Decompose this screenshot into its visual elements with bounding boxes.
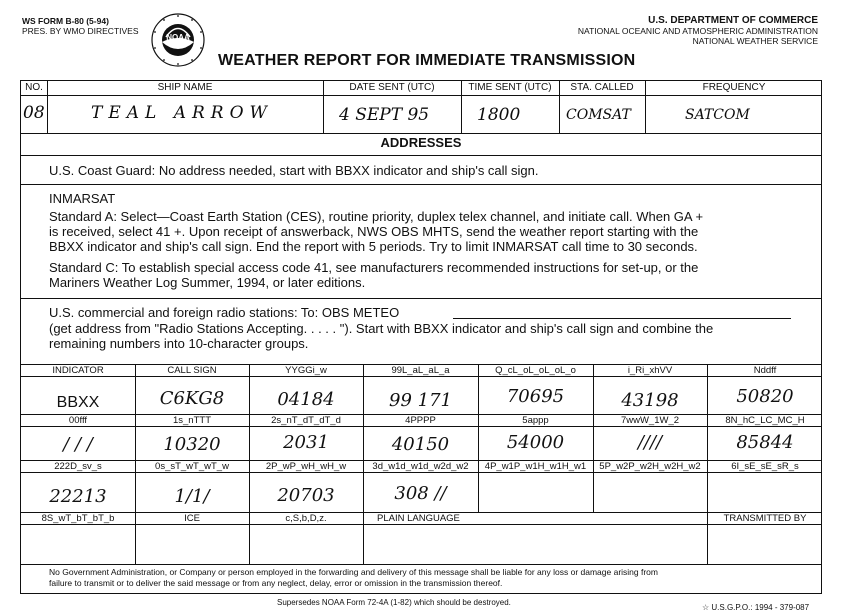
- wmo-directive: PRES. BY WMO DIRECTIVES: [22, 26, 139, 36]
- standard-c-line-2: Mariners Weather Log Summer, 1994, or later editions.: [49, 275, 366, 290]
- hdr-ice: ICE: [184, 513, 200, 524]
- hdr-plain-language: PLAIN LANGUAGE: [377, 513, 460, 524]
- hdr-2pwhw: 2P_wP_wH_wH_w: [265, 461, 347, 472]
- hdr-8nhclcmch: 8N_hC_LC_MC_H: [725, 415, 805, 426]
- hdr-4pppp: 4PPPP: [405, 415, 436, 426]
- ship-name[interactable]: TEAL ARROW: [91, 103, 274, 123]
- val-nddff[interactable]: 50820: [736, 386, 794, 407]
- col-ship-name-header: SHIP NAME: [157, 82, 213, 93]
- hdr-2sdew: 2s_nT_dT_dT_d: [271, 415, 341, 426]
- col-no-header: NO.: [25, 82, 43, 93]
- report-number[interactable]: 08: [23, 103, 45, 123]
- hdr-transmitted-by: TRANSMITTED BY: [723, 513, 807, 524]
- date-sent[interactable]: 4 SEPT 95: [339, 105, 430, 125]
- addresses-heading: ADDRESSES: [380, 135, 462, 150]
- val-call-sign[interactable]: C6KG8: [159, 388, 225, 409]
- report-form: [20, 80, 822, 594]
- val-0sstw[interactable]: 1/1/: [174, 486, 210, 507]
- time-sent[interactable]: 1800: [477, 105, 521, 125]
- standard-a-line-1: Standard A: Select—Coast Earth Station (CES), routine priority, duplex telex channel, and initiate call. When GA +: [49, 209, 704, 224]
- col-date-header: DATE SENT (UTC): [349, 82, 435, 93]
- gpo-note: ☆ U.S.G.P.O.: 1994 - 379-087: [702, 603, 810, 612]
- val-3dwdw[interactable]: 308 //: [394, 483, 447, 504]
- nws-name: NATIONAL WEATHER SERVICE: [692, 36, 818, 46]
- hdr-irixhvv: i_Ri_xhVV: [627, 365, 673, 376]
- hdr-8swtb: 8S_wT_bT_bT_b: [41, 513, 115, 524]
- hdr-0sstw: 0s_sT_wT_wT_w: [155, 461, 229, 472]
- noaa-logo: [150, 12, 206, 68]
- disclaimer-line-1: No Government Administration, or Company or person employed in the forwarding and delivery of this message shall be liable for any loss or damage arising from: [49, 567, 658, 577]
- val-5appp[interactable]: 54000: [506, 432, 565, 453]
- hdr-yyggiw: YYGGi_w: [285, 365, 327, 376]
- disclaimer-line-2: failure to transmit or to deliver the said message or from any neglect, delay, error or omission in the transmission thereof.: [49, 578, 503, 588]
- inmarsat-title: INMARSAT: [49, 191, 116, 206]
- dept-name: U.S. DEPARTMENT OF COMMERCE: [648, 15, 818, 26]
- val-8nhclcmch[interactable]: 85844: [736, 432, 794, 453]
- station-called[interactable]: COMSAT: [566, 107, 631, 123]
- radio-line-3: remaining numbers into 10-character groups.: [49, 336, 309, 351]
- agency-block: [578, 16, 818, 46]
- hdr-indicator: INDICATOR: [52, 365, 104, 376]
- val-99lat[interactable]: 99 171: [389, 390, 452, 411]
- form-id-block: [22, 16, 139, 36]
- val-4pppp[interactable]: 40150: [391, 434, 450, 455]
- val-indicator[interactable]: BBXX: [56, 394, 100, 411]
- hdr-5appp: 5appp: [522, 415, 549, 426]
- form-title: WEATHER REPORT FOR IMMEDIATE TRANSMISSION: [218, 52, 636, 69]
- hdr-222dsvs: 222D_sv_s: [54, 461, 102, 472]
- radio-line-1: U.S. commercial and foreign radio stations: To: OBS METEO: [49, 305, 400, 320]
- hdr-6ises: 6I_sE_sE_sR_s: [731, 461, 799, 472]
- hdr-call-sign: CALL SIGN: [167, 365, 217, 376]
- obs-meteo-blank[interactable]: [453, 318, 791, 319]
- val-00fff[interactable]: / / /: [63, 434, 93, 455]
- val-yyggiw[interactable]: 04184: [277, 389, 335, 410]
- standard-a-line-2: is received, select 41 +. Upon receipt of answerback, NWS OBS MHTS, send the weather report starting with the: [49, 224, 699, 239]
- noaa-name: NATIONAL OCEANIC AND ATMOSPHERIC ADMINISTRATION: [577, 26, 818, 36]
- hdr-qclon: Q_cL_oL_oL_oL_o: [495, 365, 576, 376]
- val-qclon[interactable]: 70695: [506, 386, 565, 407]
- val-7wwww[interactable]: ////: [637, 432, 663, 453]
- col-frequency-header: FREQUENCY: [702, 82, 766, 93]
- hdr-7wwww: 7wwW_1W_2: [620, 415, 680, 426]
- coast-guard-note: U.S. Coast Guard: No address needed, start with BBXX indicator and ship's call sign.: [49, 163, 539, 178]
- hdr-99lat: 99L_aL_aL_a: [391, 365, 450, 376]
- form-number: WS FORM B-80 (5-94): [22, 16, 109, 26]
- col-station-header: STA. CALLED: [570, 82, 634, 93]
- val-222dsvs[interactable]: 22213: [49, 486, 107, 507]
- val-2sdew[interactable]: 2031: [283, 432, 329, 453]
- supersedes-note: Supersedes NOAA Form 72-4A (1-82) which should be destroyed.: [277, 598, 511, 607]
- hdr-1sttt: 1s_nTTT: [172, 415, 211, 426]
- hdr-4pw1: 4P_w1P_w1H_w1H_w1: [484, 461, 587, 472]
- col-time-header: TIME SENT (UTC): [468, 82, 552, 93]
- val-1sttt[interactable]: 10320: [163, 434, 221, 455]
- logo-text: NOAA: [166, 33, 190, 42]
- frequency[interactable]: SATCOM: [685, 107, 750, 123]
- standard-a-line-3: BBXX indicator and ship's call sign. End the report with 5 periods. Try to limit INMARSAT call time to 30 seconds.: [49, 239, 698, 254]
- hdr-00fff: 00fff: [68, 415, 88, 426]
- hdr-ice-code: c,S,b,D,z.: [285, 513, 327, 524]
- val-irixhvv[interactable]: 43198: [621, 390, 679, 411]
- hdr-nddff: Nddff: [753, 365, 777, 376]
- hdr-3dwdw: 3d_w1d_w1d_w2d_w2: [372, 461, 469, 472]
- standard-c-line-1: Standard C: To establish special access code 41, see manufacturers recommended instructions for set-up, or the: [49, 260, 699, 275]
- hdr-5pw2: 5P_w2P_w2H_w2H_w2: [599, 461, 701, 472]
- radio-line-2: (get address from "Radio Stations Accepting. . . . . "). Start with BBXX indicator and ship's call sign and combine the: [49, 321, 714, 336]
- val-2pwhw[interactable]: 20703: [277, 485, 335, 506]
